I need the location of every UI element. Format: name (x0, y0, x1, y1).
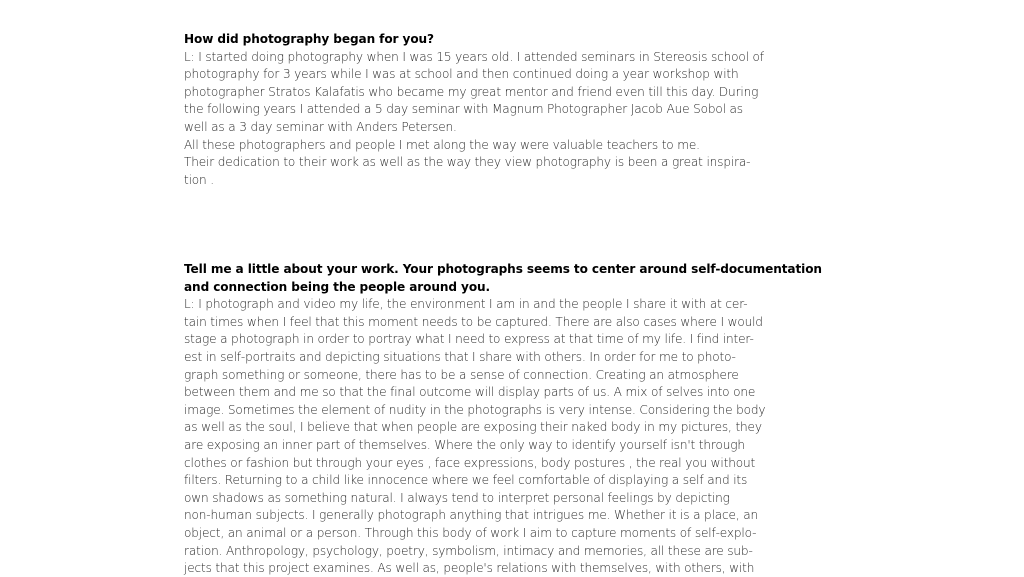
answer-line: filters. Returning to a child like innocence where we feel comfortable of displaying a self and its (184, 473, 748, 488)
answer-line: as well as the soul, I believe that when people are exposing their naked body in my pictures, they (184, 420, 762, 435)
answer-line: All these photographers and people I met along the way were valuable teachers to me. (184, 137, 700, 152)
answer-line: clothes or fashion but through your eyes , face expressions, body postures , the real you without (184, 455, 756, 470)
qa-section-2 (184, 261, 849, 577)
answer-line: tain times when I feel that this moment needs to be captured. There are also cases where I would (184, 314, 763, 329)
answer-line: the following years I attended a 5 day seminar with Magnum Photographer Jacob Aue Sobol as (184, 102, 743, 117)
answer-line: est in self-portraits and depicting situations that I share with others. In order for me to photo- (184, 349, 736, 364)
answer-line: are exposing an inner part of themselves. Where the only way to identify yourself isn't through (184, 437, 745, 452)
question-heading: and connection being the people around you. (184, 279, 491, 294)
answer-line: photography for 3 years while I was at school and then continued doing a year workshop with (184, 67, 739, 82)
answer-line: ration. Anthropology, psychology, poetry, symbolism, intimacy and memories, all these are sub- (184, 543, 753, 558)
answer-line: photographer Stratos Kalafatis who became my great mentor and friend even till this day. During (184, 84, 759, 99)
answer-line: tion . (184, 172, 214, 187)
answer-line: non-human subjects. I generally photograph anything that intrigues me. Whether it is a place, an (184, 508, 758, 523)
answer-line: object, an animal or a person. Through this body of work I aim to capture moments of self-explo- (184, 525, 757, 540)
qa-section-1 (184, 31, 849, 189)
answer-line: well as a 3 day seminar with Anders Petersen. (184, 119, 457, 134)
answer-line: jects that this project examines. As well as, people's relations with themselves, with others, with (184, 561, 755, 576)
answer-line: L: I photograph and video my life, the environment I am in and the people I share it with at cer- (184, 297, 748, 312)
answer-line: stage a photograph in order to portray what I need to express at that time of my life. I find inter- (184, 332, 754, 347)
answer-line: own shadows as something natural. I always tend to interpret personal feelings by depicting (184, 490, 730, 505)
answer-line: Their dedication to their work as well as the way they view photography is been a great inspira- (184, 155, 751, 170)
answer-line: image. Sometimes the element of nudity in the photographs is very intense. Considering the body (184, 402, 766, 417)
answer-line: between them and me so that the final outcome will display parts of us. A mix of selves into one (184, 385, 756, 400)
question-heading: Tell me a little about your work. Your photographs seems to center around self-documentation (184, 262, 822, 276)
answer-line: L: I started doing photography when I was 15 years old. I attended seminars in Stereosis school of (184, 49, 764, 64)
question-heading: How did photography began for you? (184, 32, 434, 46)
answer-line: graph something or someone, there has to be a sense of connection. Creating an atmosphere (184, 367, 739, 382)
